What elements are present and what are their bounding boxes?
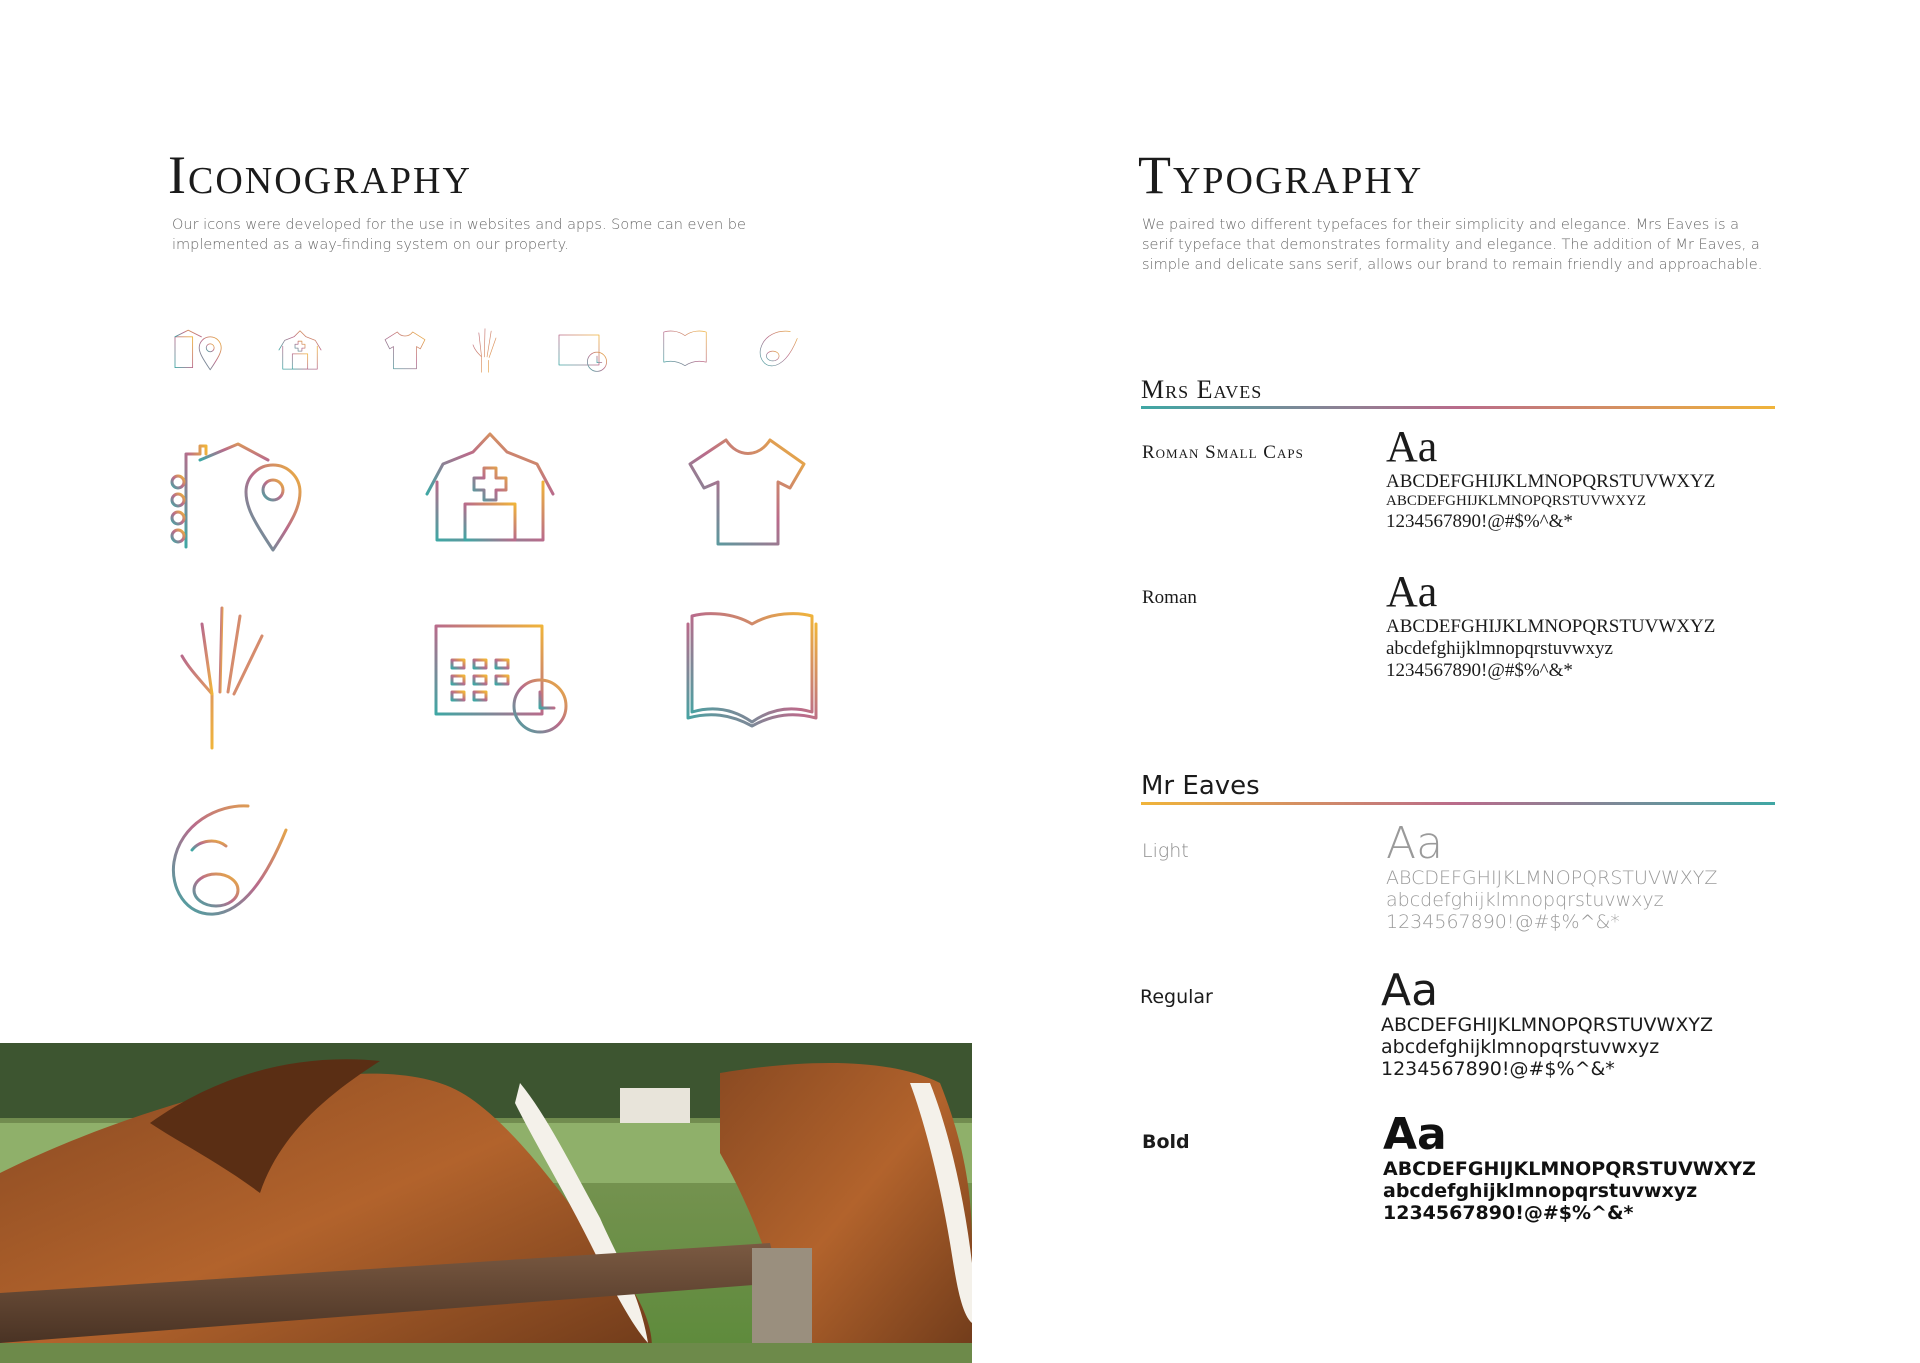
specimen-roman [1386, 567, 1716, 681]
style-label-regular: Regular [1140, 986, 1213, 1008]
calendar-clock-icon-small [557, 328, 609, 374]
specimen-bold [1383, 1109, 1756, 1224]
specimen-digits: 1234567890!@#$%^&* [1383, 1202, 1634, 1224]
open-book-icon-small [662, 328, 708, 368]
specimen-uppercase: ABCDEFGHIJKLMNOPQRSTUVWXYZ [1383, 1158, 1756, 1180]
specimen-digits: 1234567890!@#$%^&* [1381, 1058, 1615, 1080]
specimen-digits: 1234567890!@#$%^&* [1386, 660, 1573, 681]
mr-eaves-rule [1141, 802, 1775, 805]
raised-hand-icon-small [470, 326, 500, 374]
mrs-eaves-heading: Mrs Eaves [1141, 375, 1263, 404]
specimen-light [1386, 818, 1718, 933]
specimen-uppercase: ABCDEFGHIJKLMNOPQRSTUVWXYZ [1386, 471, 1716, 492]
t-shirt-icon-small [382, 328, 428, 372]
specimen-lowercase: abcdefghijklmnopqrstuvwxyz [1383, 1180, 1698, 1202]
mr-eaves-heading: Mr Eaves [1141, 771, 1260, 801]
barn-clinic-icon-large [425, 432, 555, 544]
specimen-aa: Aa [1383, 1109, 1447, 1160]
specimen-uppercase: ABCDEFGHIJKLMNOPQRSTUVWXYZ [1386, 616, 1716, 637]
style-label-light: Light [1142, 840, 1189, 862]
mrs-eaves-rule [1141, 406, 1775, 409]
specimen-uppercase: ABCDEFGHIJKLMNOPQRSTUVWXYZ [1386, 867, 1718, 889]
specimen-aa: Aa [1386, 567, 1438, 616]
typography-title: Typography [1138, 145, 1424, 205]
typography-intro: We paired two different typefaces for their simplicity and elegance. Mrs Eaves is a serif typeface that demonstrates formality and elegance. The addition of Mr Eaves, a simple and delicate sans serif, allows our brand to remain friendly and approachable. [1142, 217, 1763, 273]
calendar-clock-icon-large [430, 608, 572, 736]
specimen-roman-small-caps [1386, 422, 1716, 532]
specimen-lowercase: abcdefghijklmnopqrstuvwxyz [1386, 638, 1613, 659]
specimen-lowercase: abcdefghijklmnopqrstuvwxyz [1381, 1036, 1660, 1058]
iconography-intro: Our icons were developed for the use in websites and apps. Some can even be implemented as a way-finding system on our property. [172, 217, 746, 253]
specimen-lowercase: ABCDEFGHIJKLMNOPQRSTUVWXYZ [1386, 493, 1647, 509]
style-label-roman: Roman [1142, 587, 1197, 608]
specimen-aa: Aa [1386, 422, 1438, 471]
horses-photo [0, 1043, 972, 1363]
t-shirt-icon-large [686, 436, 808, 548]
style-label-bold: Bold [1142, 1131, 1190, 1153]
hand-holding-egg-icon-large [168, 800, 292, 922]
iconography-title: Iconography [168, 145, 472, 205]
specimen-aa: Aa [1386, 818, 1444, 869]
property-map-location-icon [170, 328, 224, 372]
barn-clinic-icon-small [277, 328, 323, 372]
specimen-regular [1381, 965, 1713, 1080]
specimen-uppercase: ABCDEFGHIJKLMNOPQRSTUVWXYZ [1381, 1014, 1713, 1036]
specimen-aa: Aa [1381, 965, 1439, 1016]
open-book-icon-large [686, 610, 818, 730]
hand-holding-egg-icon-small [756, 328, 800, 370]
raised-hand-icon-large [180, 602, 270, 752]
property-map-location-icon-large [168, 442, 308, 554]
specimen-digits: 1234567890!@#$%^&* [1386, 511, 1573, 532]
style-label-roman-small-caps: Roman Small Caps [1142, 442, 1304, 463]
specimen-digits: 1234567890!@#$%^&* [1386, 911, 1620, 933]
specimen-lowercase: abcdefghijklmnopqrstuvwxyz [1386, 889, 1664, 911]
